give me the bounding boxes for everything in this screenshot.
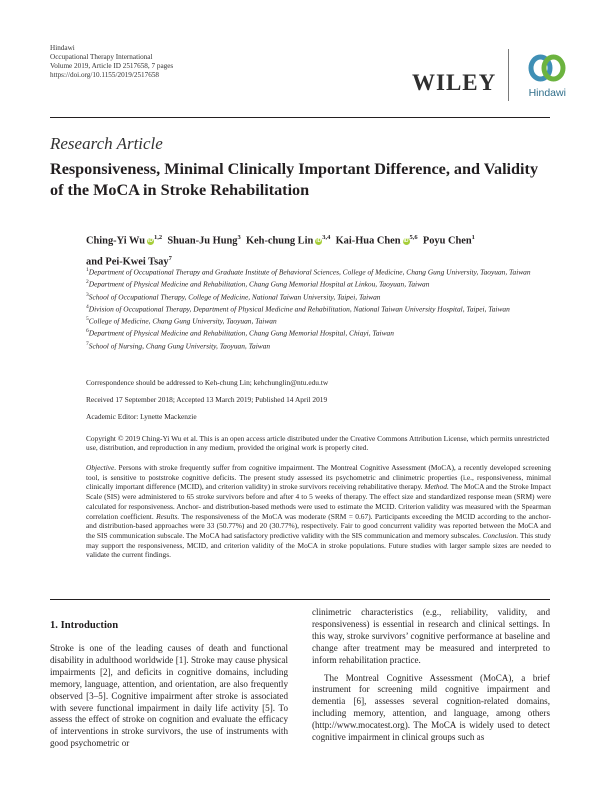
abstract bbox=[86, 463, 551, 560]
hindawi-rings-icon bbox=[528, 51, 566, 85]
journal-metadata bbox=[50, 44, 173, 80]
article-type: Research Article bbox=[50, 134, 163, 153]
intro-paragraph: clinimetric characteristics (e.g., reliability, validity, and responsiveness) is essential in research and clinical settings. In this way, stroke survivors’ cognitive performance at baseline and change after treatment may be measured and interpreted to inform rehabilitation practice. bbox=[312, 607, 550, 665]
affiliation-item: $^5$College of Medicine, Chang Gung University, Taoyuan, Taiwan bbox=[86, 316, 277, 326]
author-name: Shuan-Ju Hung bbox=[167, 235, 238, 247]
academic-editor: Academic Editor: Lynette Mackenzie bbox=[86, 412, 197, 421]
orcid-icon[interactable]: iD bbox=[403, 238, 409, 245]
publisher-brand bbox=[412, 47, 577, 103]
affiliation-item: $^4$Division of Occupational Therapy, Department of Physical Medicine and Rehabilitation, National Taiwan University Hospital, Taipei, Taiwan bbox=[86, 303, 510, 314]
orcid-icon[interactable]: iD bbox=[148, 238, 153, 245]
intro-paragraph: Stroke is one of the leading causes of death and functional disability in adulthood worldwide [1]. Stroke may cause physical impairments [2], and deficits in cognitive domains, including memory, language, attention, and orientation, are also frequently observed [3–5]. Cognitive impairment after stroke is associated with severe functional impairment in daily life activity [5]. To assess the effect of stroke on cognition and evaluate the efficacy of interventions in stroke survivors, the use of instruments with good psychometric or bbox=[50, 643, 288, 749]
affiliation-item: $^2$Department of Physical Medicine and Rehabilitation, Chang Gung Memorial Hospital at Linkou, Taoyuan, Taiwan bbox=[86, 279, 430, 289]
hindawi-wordmark: Hindawi bbox=[528, 87, 566, 99]
journal-volume: Volume 2019, Article ID 2517658, 7 pages bbox=[50, 62, 174, 70]
abstract-rule bbox=[50, 599, 550, 600]
author-name: Pei-Kwei Tsay bbox=[105, 256, 169, 268]
journal-doi-link[interactable]: https://doi.org/10.1155/2019/2517658 bbox=[50, 71, 160, 79]
author-affiliation-sup: 1 bbox=[471, 234, 475, 241]
correspondence: Correspondence should be addressed to Keh-chung Lin; kehchunglin@ntu.edu.tw bbox=[86, 378, 329, 387]
intro-left-column bbox=[50, 643, 288, 750]
author-name: Poyu Chen bbox=[422, 235, 472, 247]
author-affiliation-sup: 1,2 bbox=[154, 234, 163, 241]
journal-publisher: Hindawi bbox=[50, 44, 75, 52]
section-title: 1. Introduction bbox=[50, 620, 119, 631]
author-list: Ching-Yi Wu iD$^{1,2}$ Shuan-Ju Hung$^3$ Keh-chung Lin iD$^{3,4}$ Kai-Hua Chen iD$^{5,6}$ Poyu Chen$^1$ and Pei-Kwei Tsay$^7$ bbox=[86, 234, 475, 268]
copyright-notice: Copyright © 2019 Ching-Yi Wu et al. This is an open access article distributed under the Creative Commons Attribution License, which permits unrestricted use, distribution, and reproduction in any medium, provided the original work is properly cited. bbox=[86, 434, 550, 453]
author-affiliation-sup: 5,6 bbox=[409, 234, 418, 241]
abstract-results: The responsiveness of the MoCA was moderate (SRM = 0.67). Participants exceeding the MCID according to the anchor- and distribution-based approaches were 33 (50.77%) and 20 (30.77%), respectively. Fair to good concurrent validity was reported between the MoCA and the SIS communication subscale. The MoCA had satisfactory predictive validity with the SIS communication and memory subscales. bbox=[86, 511, 552, 540]
abstract-conclusion: This study may support the responsiveness, MCID, and criterion validity of the MoCA in stroke populations. Future studies with larger sample sizes are needed to validate the current findings. bbox=[86, 530, 551, 560]
intro-paragraph: The Montreal Cognitive Assessment (MoCA), a brief instrument for screening mild cognitive impairment and dementia [6], assesses several cognition-related domains, including memory, attention, and language, among others (http://www.mocatest.org). The MoCA is widely used to detect cognitive impairment in clinical groups such as bbox=[312, 672, 550, 743]
wiley-logo: WILEY bbox=[412, 70, 497, 95]
abstract-label-objective: Objective. bbox=[86, 463, 117, 472]
author-name: Keh-chung Lin bbox=[245, 235, 314, 247]
author-name: Kai-Hua Chen bbox=[335, 235, 401, 247]
abstract-method: The MoCA and the Stroke Impact Scale (SIS) were administered to 65 stroke survivors before and after 4 to 5 weeks of therapy. The effect size and standardized response mean (SRM) were calculated for responsiveness. Anchor- and distribution-based methods were used to estimate the MCID. Criterion validity was measured with the Spearman correlation coefficient. bbox=[86, 482, 551, 521]
header-rule bbox=[50, 117, 550, 118]
abstract-label-conclusion: Conclusion. bbox=[482, 530, 519, 540]
orcid-icon[interactable]: iD bbox=[316, 238, 322, 245]
hindawi-logo bbox=[517, 51, 577, 99]
brand-divider bbox=[508, 49, 509, 101]
intro-right-column bbox=[312, 607, 550, 744]
affiliation-list bbox=[86, 266, 556, 352]
affiliation-item: $^7$School of Nursing, Chang Gung University, Taoyuan, Taiwan bbox=[86, 340, 271, 351]
article-title: Responsiveness, Minimal Clinically Important Difference, and Validity of the MoCA in Stroke Rehabilitation bbox=[50, 160, 539, 199]
author-affiliation-sup: 7 bbox=[168, 254, 172, 262]
affiliation-item: $^1$Department of Occupational Therapy and Graduate Institute of Behavioral Sciences, College of Medicine, Chang Gung University, Taoyuan, Taiwan bbox=[86, 267, 531, 277]
abstract-objective: Persons with stroke frequently suffer from cognitive impairment. The Montreal Cognitive Assessment (MoCA), a recently developed screening tool, is sensitive to poststroke cognitive deficits. The present study assessed its psychometric and clinimetric properties (i.e., responsiveness, minimal clinically important difference (MCID), and criterion validity) in stroke survivors receiving rehabilitative therapy. bbox=[86, 463, 551, 492]
abstract-label-method: Method. bbox=[424, 482, 449, 492]
publication-dates: Received 17 September 2018; Accepted 13 March 2019; Published 14 April 2019 bbox=[86, 395, 328, 404]
abstract-label-results: Results. bbox=[156, 511, 180, 521]
affiliation-item: $^6$Department of Physical Medicine and Rehabilitation, Chang Gung Memorial Hospital, Chiayi, Taiwan bbox=[86, 328, 394, 338]
author-name: Ching-Yi Wu bbox=[86, 235, 145, 247]
author-affiliation-sup: 3 bbox=[237, 234, 241, 241]
affiliation-item: $^3$School of Occupational Therapy, College of Medicine, National Taiwan University, Taipei, Taiwan bbox=[86, 291, 381, 301]
author-affiliation-sup: 3,4 bbox=[322, 234, 331, 241]
journal-name: Occupational Therapy International bbox=[50, 53, 153, 61]
